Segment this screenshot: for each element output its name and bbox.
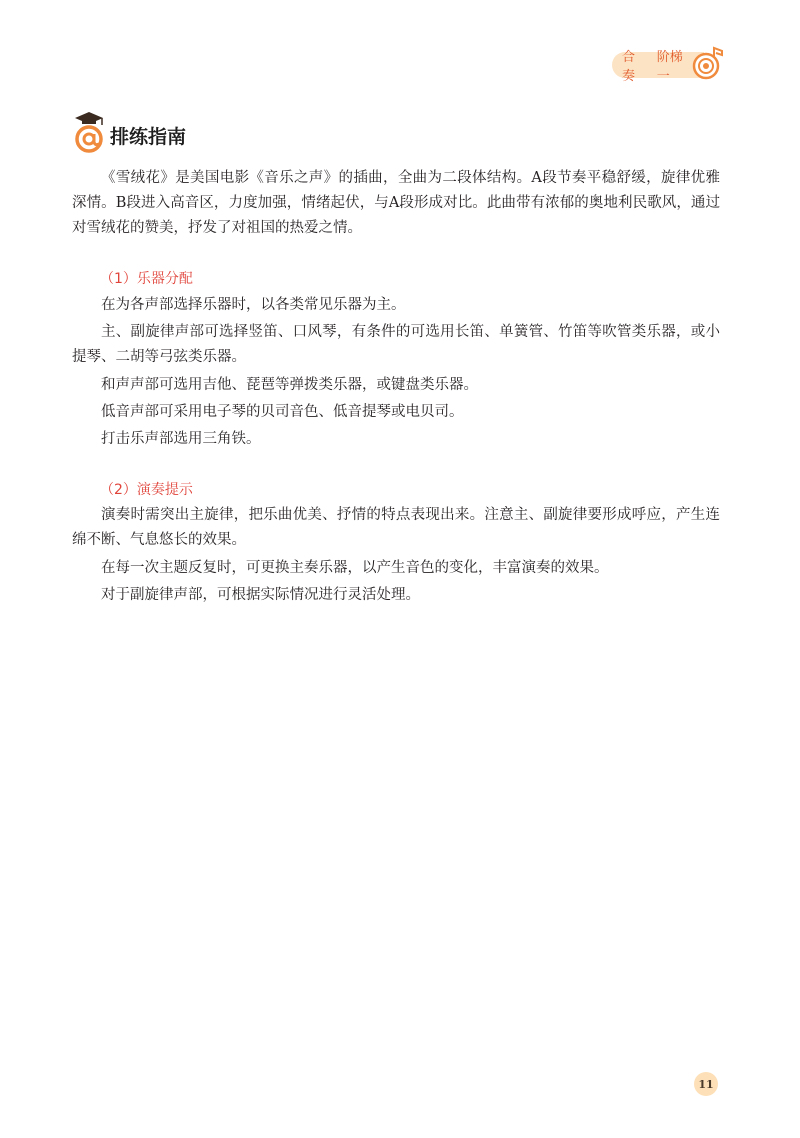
paragraph-instruments-1: 在为各声部选择乐器时，以各类常见乐器为主。	[101, 297, 406, 313]
paragraph-instruments-4: 低音声部可采用电子琴的贝司音色、低音提琴或电贝司。	[101, 404, 464, 420]
paragraph-instruments-2: 主、副旋律声部可选择竖笛、口风琴，有条件的可选用长笛、单簧管、竹笛等吹管类乐器，或小提琴、二胡等弓弦类乐器。	[72, 324, 720, 365]
intro-paragraph: 《雪绒花》是美国电影《音乐之声》的插曲，全曲为二段体结构。A段节奏平稳舒缓，旋律优雅深情。B段进入高音区，力度加强，情绪起伏，与A段形成对比。此曲带有浓郁的奥地利民歌风，通过对雪绒花的赞美，抒发了对祖国的热爱之情。	[72, 170, 720, 236]
subsection-title-performance: （2）演奏提示	[100, 482, 193, 498]
page-number: 11	[694, 1072, 718, 1096]
paragraph-instruments-3: 和声声部可选用吉他、琵琶等弹拨类乐器，或键盘类乐器。	[101, 377, 478, 393]
header-book-part: 合奏	[622, 50, 636, 84]
paragraph-performance-2: 在每一次主题反复时，可更换主奏乐器，以产生音色的变化，丰富演奏的效果。	[101, 560, 609, 576]
graduation-cap-at-icon	[72, 110, 106, 154]
target-music-note-icon	[692, 45, 726, 81]
paragraph-performance-3: 对于副旋律声部，可根据实际情况进行灵活处理。	[101, 587, 420, 603]
section-title: 排练指南	[110, 126, 187, 148]
paragraph-performance-1: 演奏时需突出主旋律，把乐曲优美、抒情的特点表现出来。注意主、副旋律要形成呼应，产生连绵不断、气息悠长的效果。	[72, 507, 720, 548]
header-tab	[612, 50, 704, 84]
header-level: 阶梯一	[656, 50, 683, 84]
subsection-title-instruments: （1）乐器分配	[100, 271, 193, 287]
paragraph-instruments-5: 打击乐声部选用三角铁。	[101, 431, 261, 447]
